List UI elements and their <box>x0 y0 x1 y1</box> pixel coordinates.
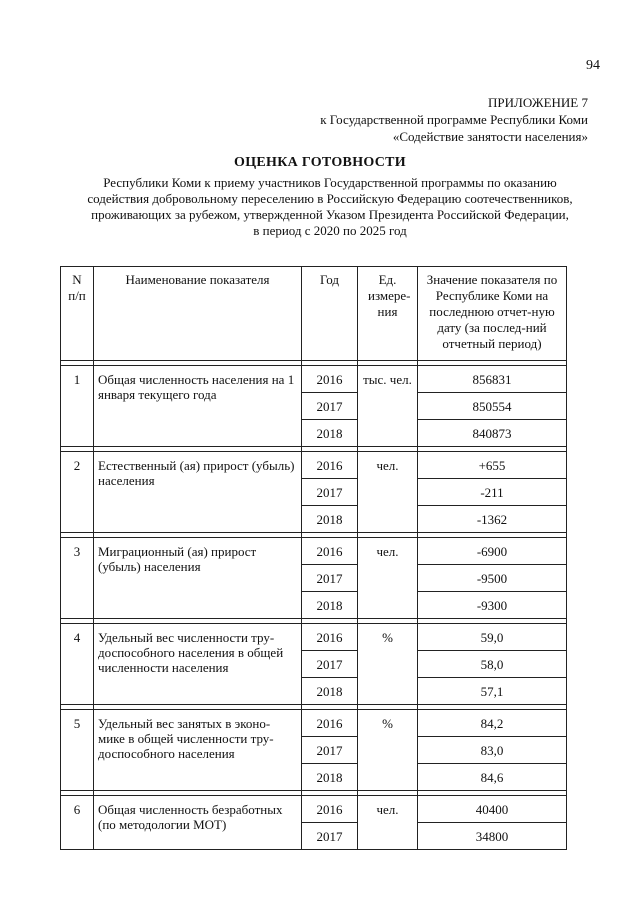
row-number: 4 <box>61 624 94 705</box>
row-number: 3 <box>61 538 94 619</box>
value-cell: 58,0 <box>418 651 567 678</box>
year-cell: 2016 <box>302 710 358 737</box>
value-cell: 840873 <box>418 420 567 447</box>
value-cell: 34800 <box>418 823 567 850</box>
year-cell: 2018 <box>302 592 358 619</box>
year-cell: 2017 <box>302 393 358 420</box>
value-cell: 40400 <box>418 796 567 823</box>
table-row <box>61 796 567 823</box>
indicator-name: Миграционный (ая) прирост (убыль) населения <box>94 538 302 619</box>
appendix-program: к Государственной программе Республики Коми <box>320 112 588 127</box>
value-cell: 84,6 <box>418 764 567 791</box>
value-cell: 83,0 <box>418 737 567 764</box>
value-cell: -6900 <box>418 538 567 565</box>
row-number: 1 <box>61 366 94 447</box>
table-row <box>61 452 567 479</box>
year-cell: 2017 <box>302 565 358 592</box>
header-value: Значение показателя по Республике Коми на последнюю отчет-ную дату (за послед-ний отчетный период) <box>418 267 567 361</box>
subtitle-line: в период с 2020 по 2025 год <box>253 223 407 238</box>
year-cell: 2017 <box>302 479 358 506</box>
unit-cell: тыс. чел. <box>358 366 418 447</box>
value-cell: -211 <box>418 479 567 506</box>
header-num: N п/п <box>61 267 94 361</box>
page-number: 94 <box>586 58 600 73</box>
appendix-header <box>320 94 588 145</box>
year-cell: 2018 <box>302 678 358 705</box>
value-cell: 59,0 <box>418 624 567 651</box>
readiness-table <box>60 266 567 850</box>
subtitle-line: содействия добровольному переселению в Российскую Федерацию соотечественников, <box>87 191 573 206</box>
value-cell: 57,1 <box>418 678 567 705</box>
year-cell: 2017 <box>302 823 358 850</box>
value-cell: -9500 <box>418 565 567 592</box>
unit-cell: чел. <box>358 452 418 533</box>
header-name: Наименование показателя <box>94 267 302 361</box>
value-cell: -9300 <box>418 592 567 619</box>
subtitle-line: проживающих за рубежом, утвержденной Указом Президента Российской Федерации, <box>91 207 569 222</box>
value-cell: 850554 <box>418 393 567 420</box>
value-cell: 856831 <box>418 366 567 393</box>
indicator-name: Удельный вес численности тру-доспособного населения в общей численности населения <box>94 624 302 705</box>
year-cell: 2018 <box>302 420 358 447</box>
year-cell: 2016 <box>302 624 358 651</box>
appendix-program-name: «Содействие занятости населения» <box>392 129 588 144</box>
row-number: 5 <box>61 710 94 791</box>
header-unit: Ед. измере-ния <box>358 267 418 361</box>
value-cell: +655 <box>418 452 567 479</box>
indicator-name: Естественный (ая) прирост (убыль) населения <box>94 452 302 533</box>
table-row <box>61 538 567 565</box>
value-cell: -1362 <box>418 506 567 533</box>
unit-cell: чел. <box>358 796 418 850</box>
year-cell: 2017 <box>302 651 358 678</box>
indicator-name: Удельный вес занятых в эконо-мике в общей численности тру-доспособного населения <box>94 710 302 791</box>
unit-cell: % <box>358 624 418 705</box>
table-row <box>61 624 567 651</box>
year-cell: 2017 <box>302 737 358 764</box>
indicator-name: Общая численность безработных (по методологии МОТ) <box>94 796 302 850</box>
table-row <box>61 366 567 393</box>
unit-cell: чел. <box>358 538 418 619</box>
table-row <box>61 710 567 737</box>
year-cell: 2018 <box>302 764 358 791</box>
year-cell: 2018 <box>302 506 358 533</box>
appendix-label: ПРИЛОЖЕНИЕ 7 <box>488 95 588 110</box>
indicator-name: Общая численность населения на 1 января текущего года <box>94 366 302 447</box>
row-number: 2 <box>61 452 94 533</box>
year-cell: 2016 <box>302 538 358 565</box>
unit-cell: % <box>358 710 418 791</box>
year-cell: 2016 <box>302 452 358 479</box>
document-title: ОЦЕНКА ГОТОВНОСТИ <box>234 155 406 170</box>
year-cell: 2016 <box>302 796 358 823</box>
document-subtitle <box>60 175 600 239</box>
value-cell: 84,2 <box>418 710 567 737</box>
year-cell: 2016 <box>302 366 358 393</box>
row-number: 6 <box>61 796 94 850</box>
header-year: Год <box>302 267 358 361</box>
header-row <box>61 267 567 361</box>
subtitle-line: Республики Коми к приему участников Государственной программы по оказанию <box>103 175 557 190</box>
